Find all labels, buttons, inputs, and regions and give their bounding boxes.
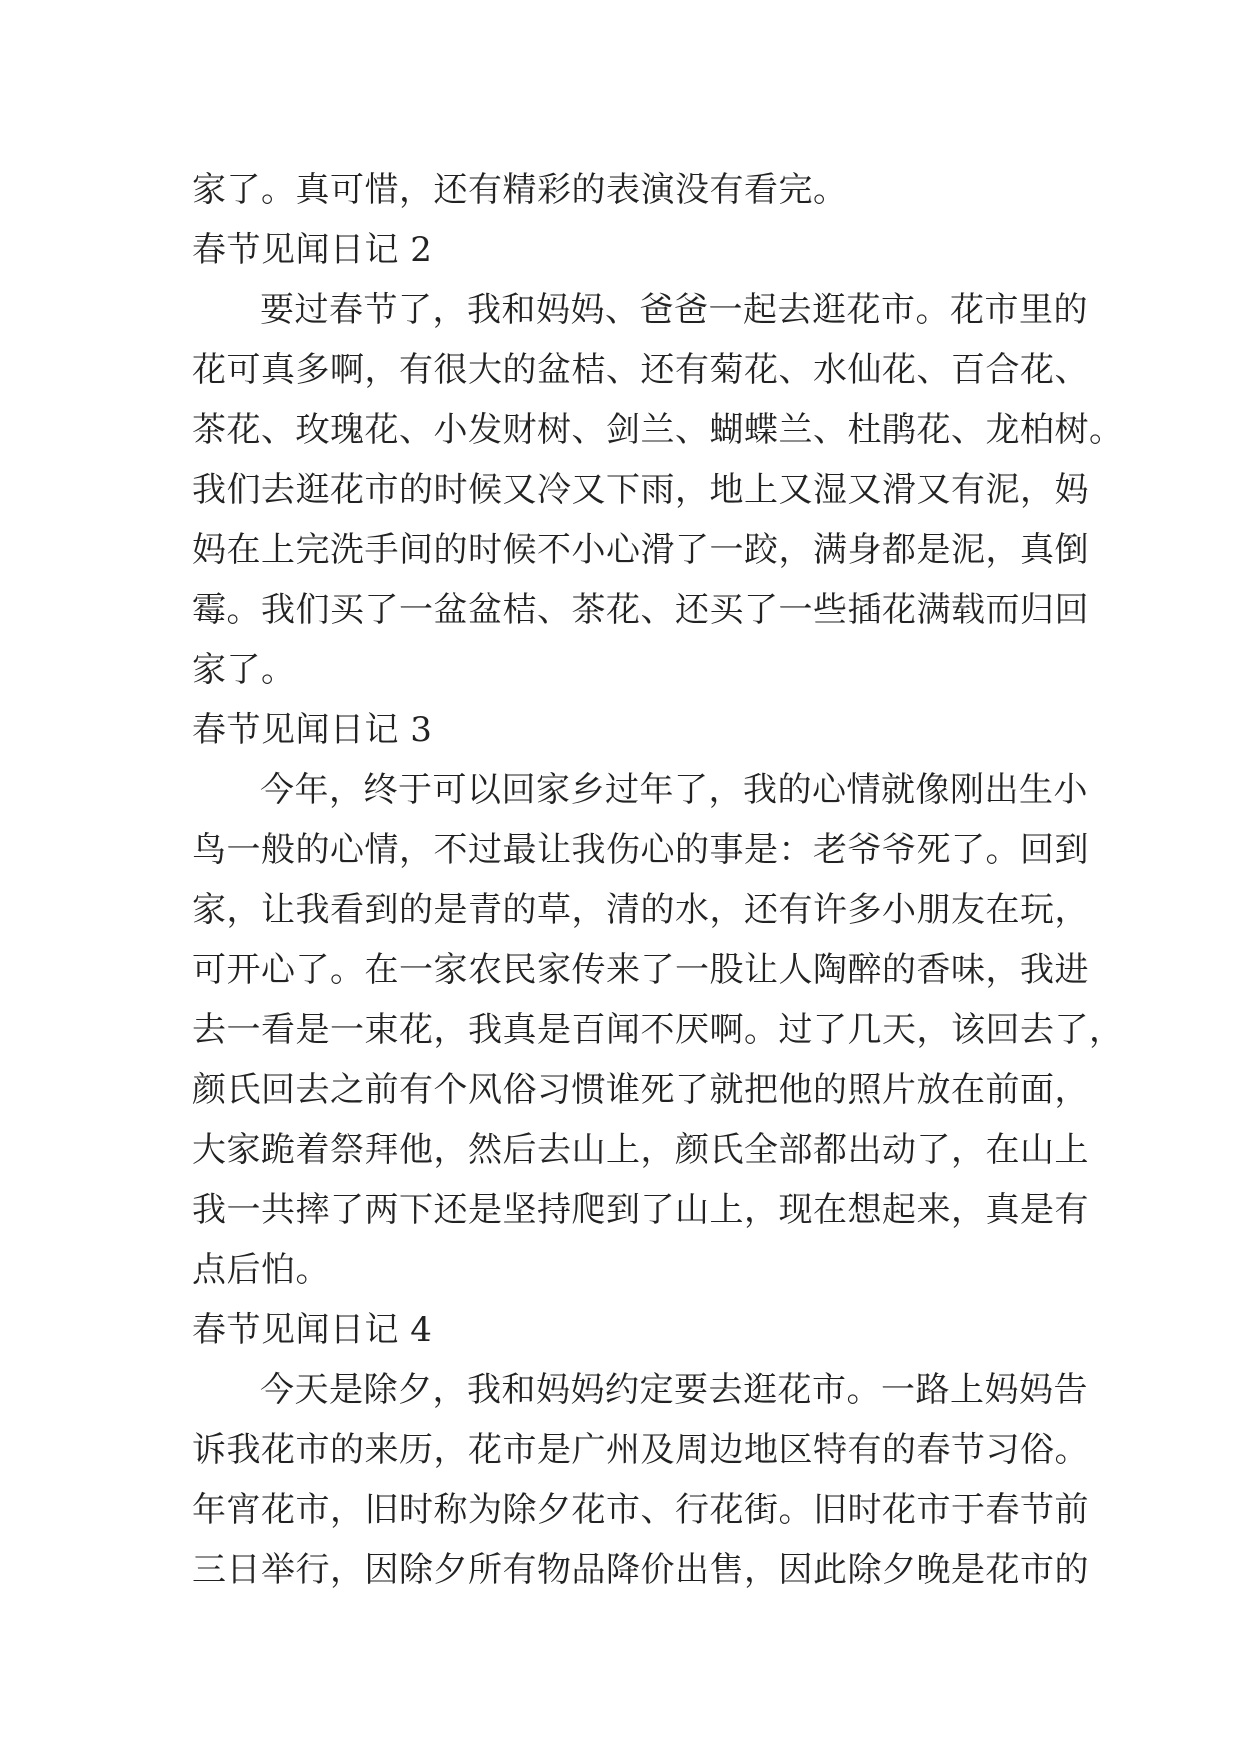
text-line: 霉。我们买了一盆盆桔、茶花、还买了一些插花满载而归回 [192,590,1089,630]
text-line: 大家跪着祭拜他，然后去山上，颜氏全部都出动了，在山上 [192,1130,1089,1170]
text-line: 诉我花市的来历，花市是广州及周边地区特有的春节习俗。 [192,1430,1089,1470]
text-line: 家，让我看到的是青的草，清的水，还有许多小朋友在玩， [192,890,1089,930]
section-heading: 春节见闻日记 4 [192,1310,433,1350]
text-line: 三日举行，因除夕所有物品降价出售，因此除夕晚是花市的 [192,1550,1089,1590]
paragraph-first-line: 今天是除夕，我和妈妈约定要去逛花市。一路上妈妈告 [260,1370,1088,1410]
text-line: 去一看是一束花，我真是百闻不厌啊。过了几天，该回去了， [192,1010,1124,1050]
text-line: 我一共摔了两下还是坚持爬到了山上，现在想起来，真是有 [192,1190,1089,1230]
text-line: 年宵花市，旧时称为除夕花市、行花街。旧时花市于春节前 [192,1490,1089,1530]
paragraph-first-line: 要过春节了，我和妈妈、爸爸一起去逛花市。花市里的 [260,290,1088,330]
text-line: 花可真多啊，有很大的盆桔、还有菊花、水仙花、百合花、 [192,350,1089,390]
section-heading: 春节见闻日记 3 [192,710,433,750]
text-line: 家了。 [192,650,296,690]
document-body [192,160,1124,1600]
text-line: 茶花、玫瑰花、小发财树、剑兰、蝴蝶兰、杜鹃花、龙柏树。 [192,410,1124,450]
text-line: 可开心了。在一家农民家传来了一股让人陶醉的香味，我进 [192,950,1089,990]
section-heading: 春节见闻日记 2 [192,230,433,270]
text-line: 家了。真可惜，还有精彩的表演没有看完。 [192,170,848,210]
paragraph-first-line: 今年，终于可以回家乡过年了，我的心情就像刚出生小 [260,770,1088,810]
text-line: 妈在上完洗手间的时候不小心滑了一跤，满身都是泥，真倒 [192,530,1089,570]
text-line: 我们去逛花市的时候又冷又下雨，地上又湿又滑又有泥，妈 [192,470,1089,510]
text-line: 颜氏回去之前有个风俗习惯谁死了就把他的照片放在前面， [192,1070,1089,1110]
text-line: 鸟一般的心情，不过最让我伤心的事是：老爷爷死了。回到 [192,830,1089,870]
text-line: 点后怕。 [192,1250,330,1290]
